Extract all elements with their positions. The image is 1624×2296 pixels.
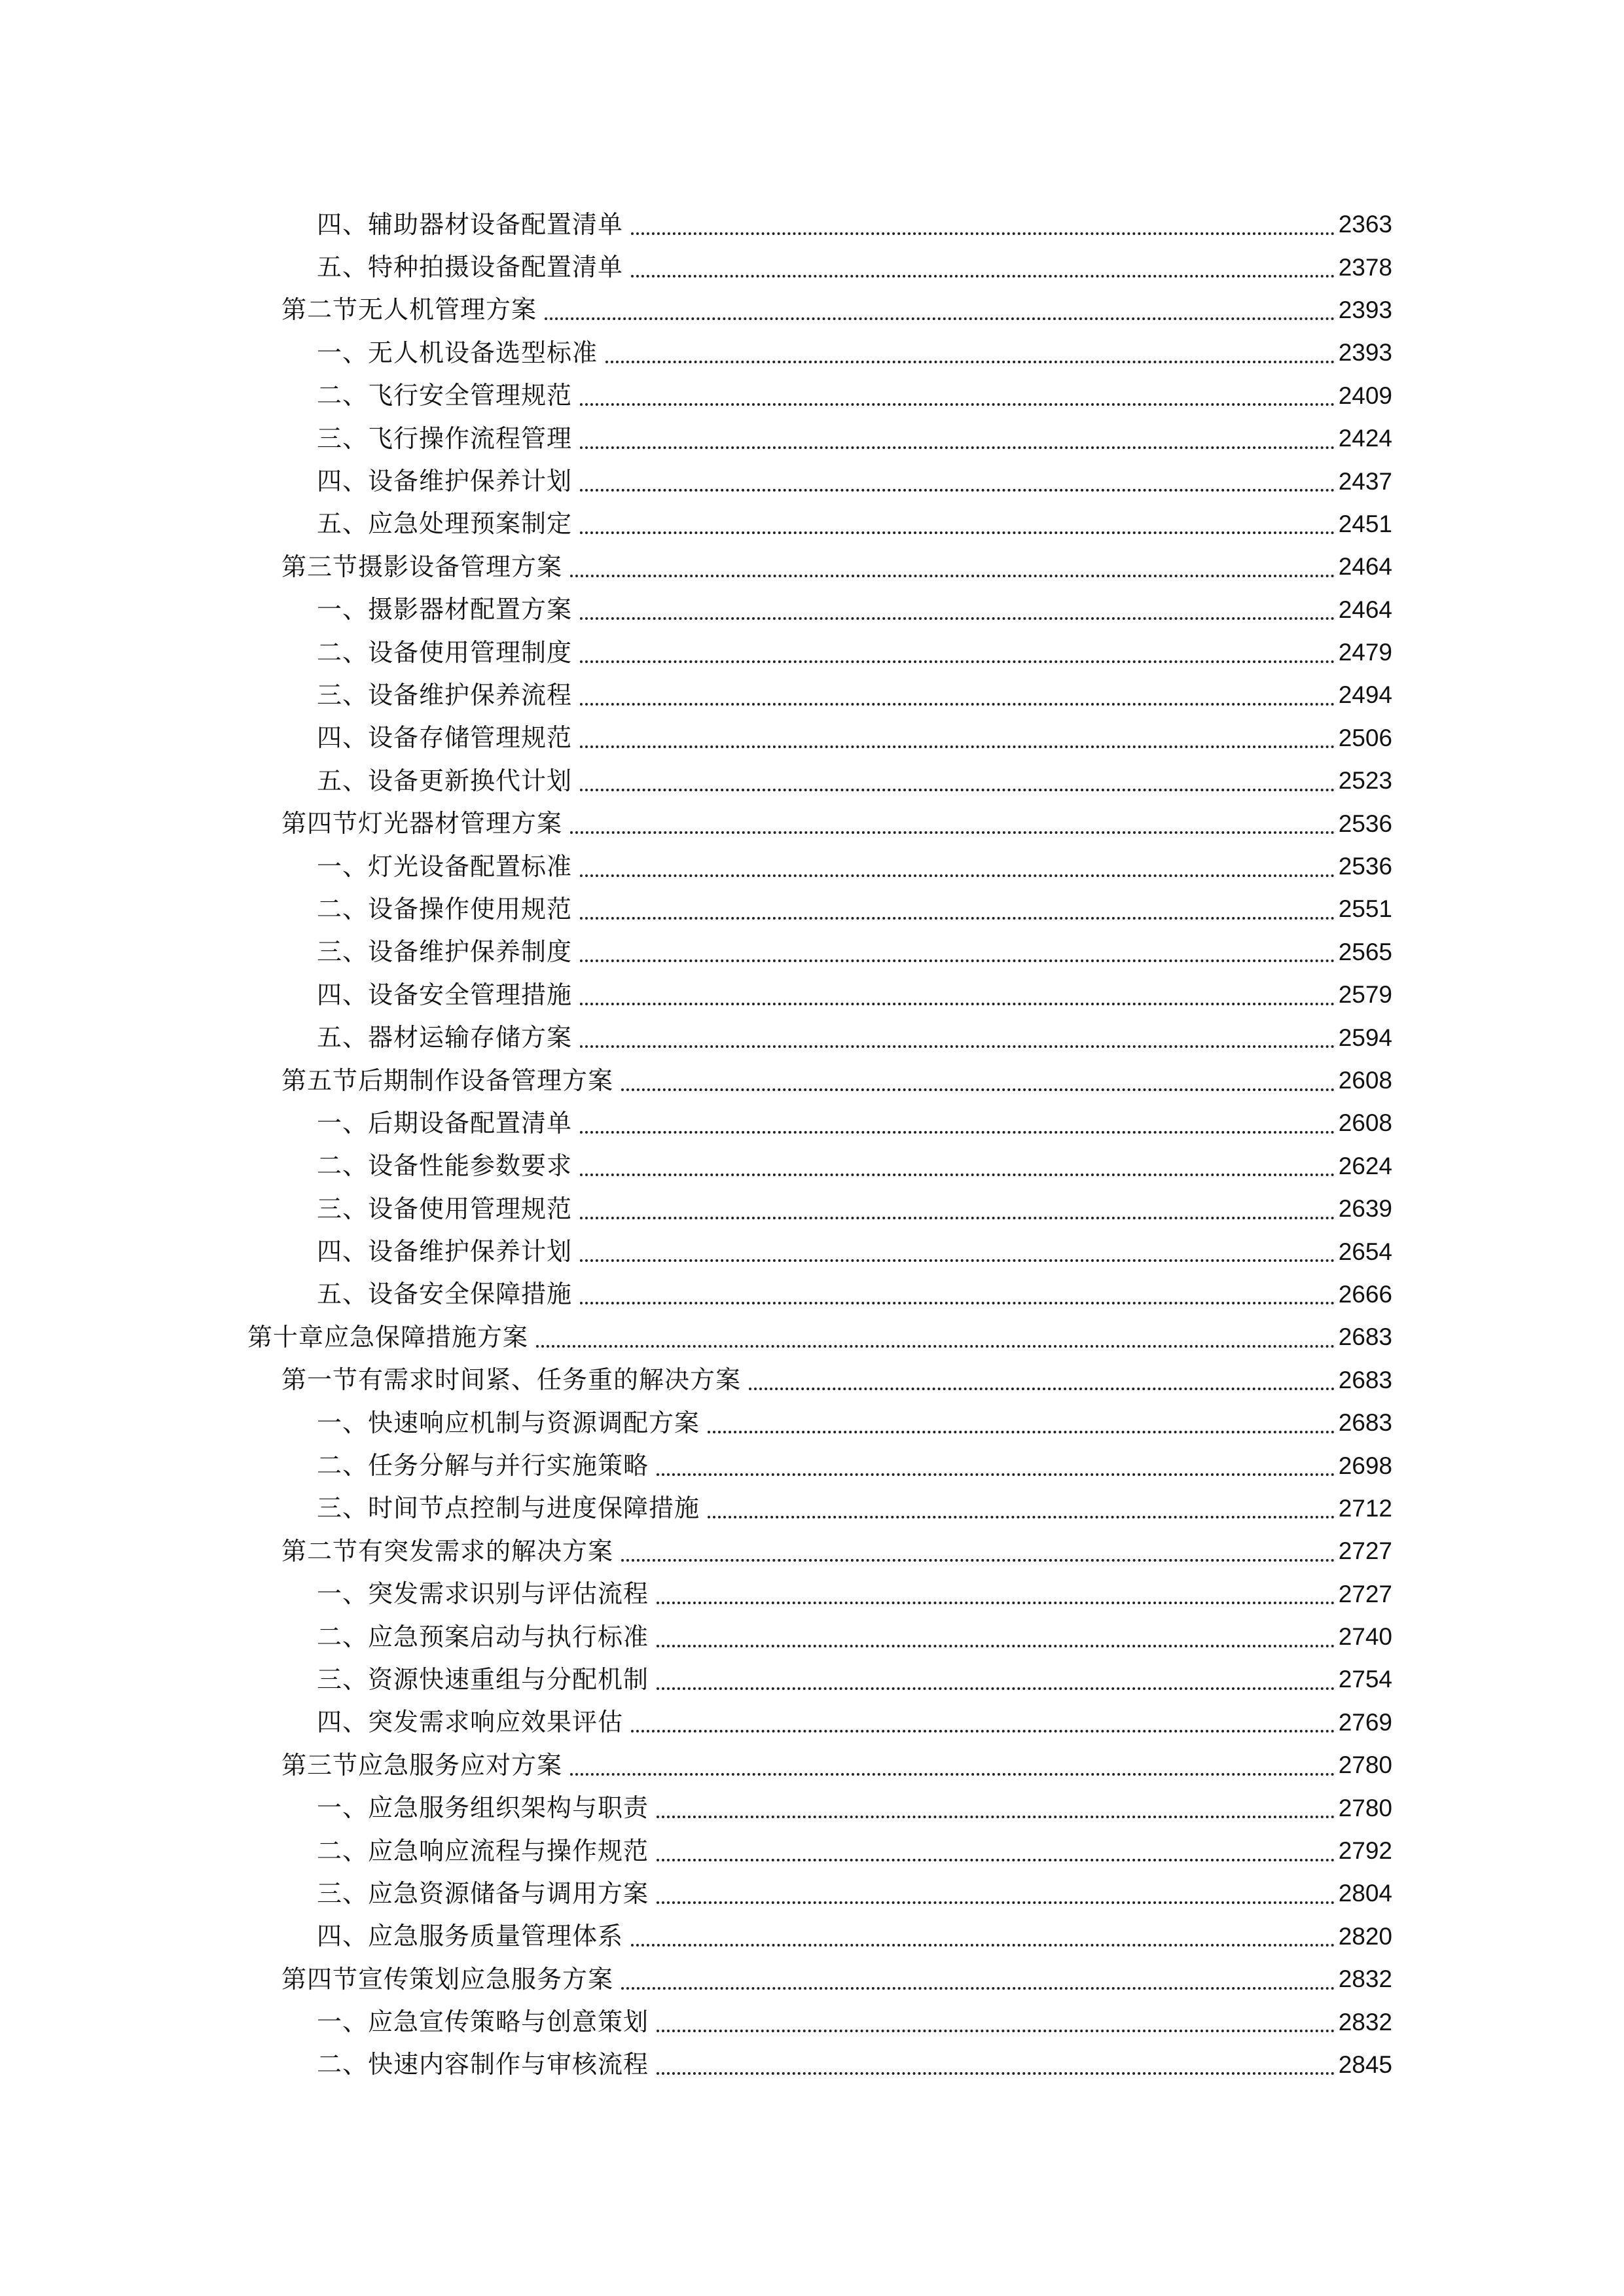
- toc-page-number: 2832: [1338, 1965, 1392, 1993]
- toc-entry-title: 四、设备维护保养计划: [317, 1237, 573, 1266]
- toc-entry-title: 二、应急响应流程与操作规范: [317, 1836, 649, 1865]
- toc-page-number: 2536: [1338, 853, 1392, 880]
- toc-entry-title: 一、突发需求识别与评估流程: [317, 1579, 649, 1609]
- toc-subsection-entry[interactable]: [0, 1187, 1624, 1230]
- toc-dot-leader: [580, 403, 1335, 406]
- toc-chapter-entry[interactable]: [0, 1316, 1624, 1358]
- toc-entry-title: 第二节无人机管理方案: [281, 295, 537, 325]
- toc-entry-title: 四、设备安全管理措施: [317, 980, 573, 1009]
- toc-entry-title: 三、资源快速重组与分配机制: [317, 1664, 649, 1694]
- toc-subsection-entry[interactable]: [0, 374, 1624, 417]
- toc-page-number: 2363: [1338, 211, 1392, 238]
- toc-page-number: 2624: [1338, 1152, 1392, 1179]
- toc-dot-leader: [621, 1987, 1335, 1990]
- toc-page-number: 2754: [1338, 1666, 1392, 1693]
- toc-subsection-entry[interactable]: [0, 845, 1624, 888]
- toc-subsection-entry[interactable]: [0, 417, 1624, 459]
- toc-page-number: 2551: [1338, 895, 1392, 923]
- toc-subsection-entry[interactable]: [0, 1658, 1624, 1700]
- toc-entry-title: 四、设备存储管理规范: [317, 723, 573, 753]
- toc-entry-title: 一、无人机设备选型标准: [317, 338, 598, 367]
- toc-dot-leader: [631, 1944, 1335, 1946]
- toc-page-number: 2792: [1338, 1837, 1392, 1865]
- toc-page-number: 2780: [1338, 1794, 1392, 1821]
- toc-entry-title: 三、设备使用管理规范: [317, 1194, 573, 1223]
- toc-dot-leader: [580, 1302, 1335, 1304]
- toc-subsection-entry[interactable]: [0, 631, 1624, 673]
- toc-dot-leader: [570, 1773, 1335, 1776]
- toc-page-number: 2536: [1338, 810, 1392, 837]
- toc-subsection-entry[interactable]: [0, 1872, 1624, 1914]
- toc-subsection-entry[interactable]: [0, 931, 1624, 973]
- toc-section-entry[interactable]: [0, 545, 1624, 588]
- toc-page-number: 2727: [1338, 1537, 1392, 1565]
- toc-dot-leader: [605, 361, 1335, 363]
- toc-dot-leader: [580, 917, 1335, 920]
- toc-dot-leader: [580, 1174, 1335, 1176]
- table-of-contents: [0, 203, 1624, 2086]
- toc-dot-leader: [657, 1602, 1335, 1604]
- toc-entry-title: 第二节有突发需求的解决方案: [281, 1536, 614, 1566]
- toc-entry-title: 二、设备性能参数要求: [317, 1151, 573, 1181]
- toc-page-number: 2712: [1338, 1494, 1392, 1522]
- toc-page-number: 2378: [1338, 253, 1392, 281]
- toc-dot-leader: [545, 317, 1335, 320]
- toc-dot-leader: [580, 489, 1335, 492]
- toc-subsection-entry[interactable]: [0, 331, 1624, 374]
- toc-dot-leader: [580, 789, 1335, 791]
- toc-page-number: 2393: [1338, 296, 1392, 323]
- toc-entry-title: 第一节有需求时间紧、任务重的解决方案: [281, 1365, 742, 1395]
- toc-dot-leader: [657, 1645, 1335, 1647]
- toc-dot-leader: [580, 1045, 1335, 1048]
- toc-subsection-entry[interactable]: [0, 1487, 1624, 1530]
- toc-page-number: 2608: [1338, 1109, 1392, 1137]
- toc-page-number: 2845: [1338, 2051, 1392, 2078]
- toc-dot-leader: [657, 1473, 1335, 1476]
- toc-dot-leader: [580, 703, 1335, 706]
- toc-entry-title: 一、后期设备配置清单: [317, 1108, 573, 1138]
- toc-page-number: 2820: [1338, 1922, 1392, 1950]
- toc-entry-title: 三、设备维护保养流程: [317, 680, 573, 709]
- toc-entry-title: 一、摄影器材配置方案: [317, 595, 573, 624]
- toc-entry-title: 第四节宣传策划应急服务方案: [281, 1964, 614, 1994]
- toc-subsection-entry[interactable]: [0, 1915, 1624, 1958]
- toc-dot-leader: [708, 1431, 1335, 1433]
- toc-dot-leader: [580, 874, 1335, 877]
- toc-dot-leader: [708, 1516, 1335, 1518]
- toc-section-entry[interactable]: [0, 1359, 1624, 1401]
- toc-page-number: 2594: [1338, 1024, 1392, 1051]
- toc-page-number: 2424: [1338, 425, 1392, 452]
- toc-subsection-entry[interactable]: [0, 2043, 1624, 2086]
- toc-subsection-entry[interactable]: [0, 2000, 1624, 2043]
- toc-entry-title: 一、灯光设备配置标准: [317, 852, 573, 881]
- toc-page-number: 2780: [1338, 1751, 1392, 1779]
- toc-subsection-entry[interactable]: [0, 1829, 1624, 1872]
- toc-entry-title: 四、突发需求响应效果评估: [317, 1708, 624, 1737]
- toc-dot-leader: [536, 1345, 1335, 1348]
- toc-entry-title: 一、应急宣传策略与创意策划: [317, 2007, 649, 2037]
- toc-page-number: 2393: [1338, 339, 1392, 367]
- toc-entry-title: 二、应急预案启动与执行标准: [317, 1622, 649, 1651]
- toc-subsection-entry[interactable]: [0, 1273, 1624, 1316]
- toc-dot-leader: [580, 1131, 1335, 1134]
- toc-subsection-entry[interactable]: [0, 888, 1624, 930]
- toc-entry-title: 二、设备操作使用规范: [317, 894, 573, 924]
- toc-subsection-entry[interactable]: [0, 245, 1624, 288]
- toc-page-number: 2506: [1338, 724, 1392, 751]
- toc-entry-title: 五、设备安全保障措施: [317, 1280, 573, 1309]
- toc-page-number: 2727: [1338, 1580, 1392, 1607]
- toc-entry-title: 三、时间节点控制与进度保障措施: [317, 1494, 700, 1523]
- toc-dot-leader: [580, 1259, 1335, 1262]
- toc-entry-title: 第四节灯光器材管理方案: [281, 809, 563, 838]
- toc-entry-title: 四、辅助器材设备配置清单: [317, 209, 624, 239]
- toc-dot-leader: [580, 660, 1335, 663]
- toc-dot-leader: [621, 1559, 1335, 1562]
- toc-subsection-entry[interactable]: [0, 1701, 1624, 1744]
- toc-dot-leader: [580, 745, 1335, 748]
- toc-page-number: 2683: [1338, 1409, 1392, 1437]
- toc-subsection-entry[interactable]: [0, 1615, 1624, 1658]
- toc-subsection-entry[interactable]: [0, 1145, 1624, 1187]
- toc-dot-leader: [580, 446, 1335, 449]
- toc-subsection-entry[interactable]: [0, 203, 1624, 245]
- toc-page-number: 2409: [1338, 382, 1392, 409]
- toc-page-number: 2437: [1338, 467, 1392, 495]
- toc-entry-title: 四、设备维护保养计划: [317, 467, 573, 496]
- toc-subsection-entry[interactable]: [0, 673, 1624, 716]
- toc-page-number: 2698: [1338, 1452, 1392, 1479]
- toc-dot-leader: [657, 1859, 1335, 1861]
- toc-dot-leader: [580, 960, 1335, 962]
- toc-section-entry[interactable]: [0, 802, 1624, 844]
- toc-entry-title: 三、设备维护保养制度: [317, 937, 573, 967]
- toc-entry-title: 一、应急服务组织架构与职责: [317, 1793, 649, 1823]
- toc-page-number: 2639: [1338, 1195, 1392, 1223]
- toc-section-entry[interactable]: [0, 1744, 1624, 1786]
- toc-subsection-entry[interactable]: [0, 503, 1624, 545]
- toc-entry-title: 第三节应急服务应对方案: [281, 1750, 563, 1780]
- toc-dot-leader: [657, 2072, 1335, 2075]
- toc-entry-title: 五、特种拍摄设备配置清单: [317, 253, 624, 282]
- toc-page-number: 2740: [1338, 1623, 1392, 1651]
- toc-entry-title: 二、任务分解与并行实施策略: [317, 1451, 649, 1480]
- toc-entry-title: 一、快速响应机制与资源调配方案: [317, 1408, 700, 1437]
- toc-page-number: 2579: [1338, 981, 1392, 1009]
- toc-subsection-entry[interactable]: [0, 759, 1624, 802]
- toc-subsection-entry[interactable]: [0, 1401, 1624, 1444]
- toc-dot-leader: [657, 1687, 1335, 1690]
- toc-page-number: 2683: [1338, 1366, 1392, 1393]
- toc-section-entry[interactable]: [0, 1958, 1624, 2000]
- toc-entry-title: 五、器材运输存储方案: [317, 1023, 573, 1052]
- toc-page-number: 2666: [1338, 1280, 1392, 1308]
- toc-section-entry[interactable]: [0, 289, 1624, 331]
- toc-entry-title: 第三节摄影设备管理方案: [281, 552, 563, 581]
- toc-page-number: 2804: [1338, 1880, 1392, 1907]
- toc-entry-title: 三、飞行操作流程管理: [317, 423, 573, 453]
- toc-page-number: 2479: [1338, 639, 1392, 666]
- toc-subsection-entry[interactable]: [0, 1230, 1624, 1272]
- toc-subsection-entry[interactable]: [0, 588, 1624, 631]
- toc-subsection-entry[interactable]: [0, 1573, 1624, 1615]
- toc-dot-leader: [570, 831, 1335, 834]
- toc-page-number: 2523: [1338, 767, 1392, 795]
- toc-dot-leader: [657, 1816, 1335, 1818]
- toc-entry-title: 二、飞行安全管理规范: [317, 381, 573, 410]
- toc-dot-leader: [657, 2030, 1335, 2032]
- toc-dot-leader: [580, 531, 1335, 534]
- toc-dot-leader: [631, 275, 1335, 278]
- toc-dot-leader: [570, 575, 1335, 577]
- toc-dot-leader: [631, 232, 1335, 235]
- toc-entry-title: 五、设备更新换代计划: [317, 766, 573, 795]
- toc-entry-title: 第十章应急保障措施方案: [247, 1322, 529, 1352]
- toc-subsection-entry[interactable]: [0, 459, 1624, 502]
- toc-page-number: 2565: [1338, 938, 1392, 965]
- toc-dot-leader: [631, 1730, 1335, 1732]
- toc-subsection-entry[interactable]: [0, 717, 1624, 759]
- toc-dot-leader: [657, 1901, 1335, 1904]
- toc-subsection-entry[interactable]: [0, 1444, 1624, 1486]
- toc-dot-leader: [749, 1388, 1335, 1390]
- toc-page-number: 2683: [1338, 1323, 1392, 1351]
- toc-dot-leader: [580, 617, 1335, 620]
- toc-page-number: 2464: [1338, 553, 1392, 581]
- toc-page-number: 2494: [1338, 681, 1392, 709]
- toc-subsection-entry[interactable]: [0, 1786, 1624, 1829]
- toc-page-number: 2769: [1338, 1708, 1392, 1736]
- toc-entry-title: 二、快速内容制作与审核流程: [317, 2050, 649, 2079]
- toc-dot-leader: [580, 1003, 1335, 1005]
- toc-page-number: 2654: [1338, 1238, 1392, 1265]
- toc-page-number: 2608: [1338, 1067, 1392, 1094]
- toc-entry-title: 第五节后期制作设备管理方案: [281, 1066, 614, 1095]
- toc-page-number: 2451: [1338, 510, 1392, 537]
- toc-entry-title: 二、设备使用管理制度: [317, 637, 573, 667]
- toc-subsection-entry[interactable]: [0, 973, 1624, 1016]
- toc-page-number: 2464: [1338, 596, 1392, 623]
- toc-subsection-entry[interactable]: [0, 1102, 1624, 1144]
- toc-entry-title: 五、应急处理预案制定: [317, 509, 573, 539]
- toc-entry-title: 三、应急资源储备与调用方案: [317, 1878, 649, 1908]
- toc-entry-title: 四、应急服务质量管理体系: [317, 1922, 624, 1951]
- toc-page-number: 2832: [1338, 2008, 1392, 2036]
- toc-section-entry[interactable]: [0, 1059, 1624, 1102]
- toc-dot-leader: [580, 1217, 1335, 1219]
- toc-section-entry[interactable]: [0, 1530, 1624, 1572]
- toc-subsection-entry[interactable]: [0, 1016, 1624, 1058]
- toc-dot-leader: [621, 1088, 1335, 1091]
